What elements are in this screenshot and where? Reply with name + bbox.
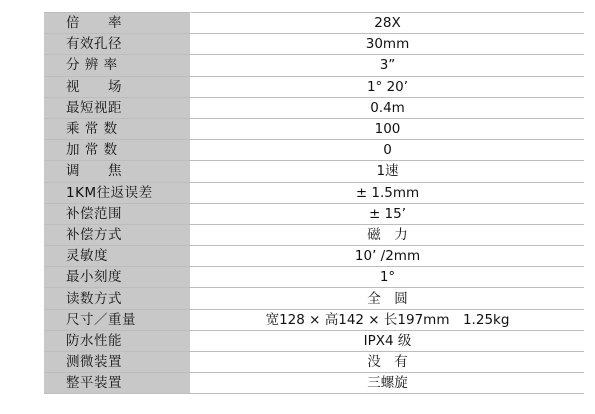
spec-label: 1KM往返误差 — [44, 182, 191, 203]
spec-row-resolution — [44, 55, 584, 76]
spec-label: 读数方式 — [44, 288, 191, 309]
spec-value: 30mm — [191, 34, 585, 55]
spec-label: 最短视距 — [44, 97, 191, 118]
spec-row-compensation-mode — [44, 224, 584, 245]
spec-label: 整平装置 — [44, 373, 191, 394]
spec-label: 有效孔径 — [44, 34, 191, 55]
spec-row-focusing — [44, 161, 584, 182]
spec-row-aperture — [44, 34, 584, 55]
spec-label: 乘 常 数 — [44, 118, 191, 139]
spec-value: 28X — [191, 13, 585, 34]
spec-value: 1° 20’ — [191, 76, 585, 97]
spec-row-reading-mode — [44, 288, 584, 309]
spec-value: 宽128 × 高142 × 长197mm 1.25kg — [191, 309, 585, 330]
spec-row-multiplication-constant — [44, 118, 584, 139]
spec-label: 补偿范围 — [44, 203, 191, 224]
spec-value: 0.4m — [191, 97, 585, 118]
spec-row-field-of-view — [44, 76, 584, 97]
spec-label: 分 辨 率 — [44, 55, 191, 76]
spec-value: 没 有 — [191, 352, 585, 373]
spec-row-accuracy — [44, 182, 584, 203]
spec-value: 三螺旋 — [191, 373, 585, 394]
spec-value: 磁 力 — [191, 224, 585, 245]
spec-table — [44, 12, 584, 394]
spec-value: ± 1.5mm — [191, 182, 585, 203]
spec-label: 测微装置 — [44, 352, 191, 373]
spec-row-leveling — [44, 373, 584, 394]
spec-row-addition-constant — [44, 140, 584, 161]
spec-value: IPX4 级 — [191, 330, 585, 351]
spec-label: 尺寸／重量 — [44, 309, 191, 330]
spec-row-micrometer — [44, 352, 584, 373]
spec-value: 1° — [191, 267, 585, 288]
spec-label: 灵敏度 — [44, 246, 191, 267]
spec-label: 倍 率 — [44, 13, 191, 34]
spec-table-body — [44, 13, 584, 394]
spec-row-waterproof — [44, 330, 584, 351]
spec-value: 1速 — [191, 161, 585, 182]
spec-row-sensitivity — [44, 246, 584, 267]
spec-value: 3” — [191, 55, 585, 76]
spec-value: ± 15’ — [191, 203, 585, 224]
spec-value: 0 — [191, 140, 585, 161]
spec-row-min-focus — [44, 97, 584, 118]
spec-label: 视 场 — [44, 76, 191, 97]
spec-row-magnification — [44, 13, 584, 34]
spec-value: 全 圆 — [191, 288, 585, 309]
spec-row-compensation-range — [44, 203, 584, 224]
spec-row-size-weight — [44, 309, 584, 330]
spec-row-min-scale — [44, 267, 584, 288]
spec-label: 补偿方式 — [44, 224, 191, 245]
spec-label: 加 常 数 — [44, 140, 191, 161]
spec-value: 100 — [191, 118, 585, 139]
spec-label: 防水性能 — [44, 330, 191, 351]
spec-value: 10’ /2mm — [191, 246, 585, 267]
spec-label: 最小刻度 — [44, 267, 191, 288]
spec-label: 调 焦 — [44, 161, 191, 182]
